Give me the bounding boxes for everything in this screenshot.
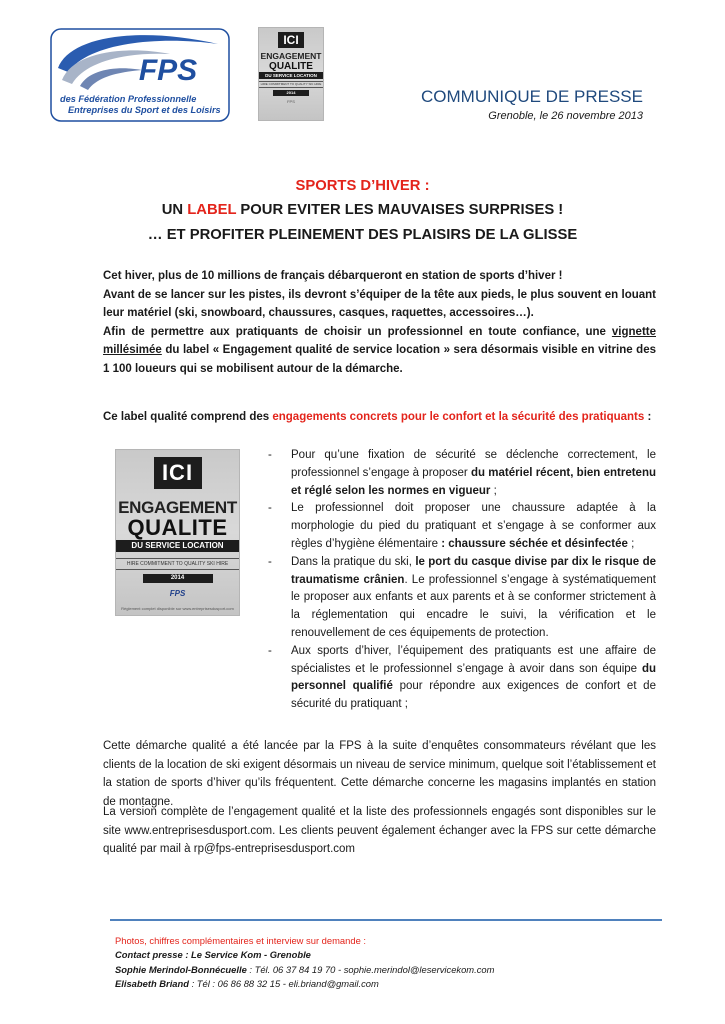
badge-qualite: QUALITE bbox=[269, 61, 313, 72]
bullet-dash: - bbox=[268, 502, 272, 515]
bullet-dash: - bbox=[268, 555, 272, 568]
bullet-text: Le professionnel doit proposer une chaussure adaptée à la morphologie du pied du pratiquant et s’engage à se conformer aux règles d’hygiène élémentaire bbox=[291, 502, 656, 550]
badge-large-footer: Règlement complet disponible sur www.entreprisesdusport.com bbox=[121, 606, 234, 611]
intro-paragraph-3 bbox=[103, 323, 656, 379]
headline-line-2 bbox=[40, 202, 685, 218]
badge-hire: HIRE COMMITMENT TO QUALITY SKI HIRE bbox=[260, 82, 322, 86]
headline-line-3: … ET PROFITER PLEINEMENT DES PLAISIRS DE LA GLISSE bbox=[147, 227, 578, 243]
body-paragraph-2: La version complète de l’engagement qualité et la liste des professionnels engagés sont disponibles sur le site www.entreprisesdusport.com. Les clients peuvent également échanger avec la FPS sur cette démarche qualité par mail à rp@fps-entreprisesdusport.com bbox=[103, 806, 656, 855]
intro-p3-pre: Afin de permettre aux pratiquants de choisir un professionnel en toute confiance, une bbox=[103, 325, 612, 338]
contact-1-info: : Tél. 06 37 84 19 70 - sophie.merindol@leservicekom.com bbox=[246, 963, 495, 975]
contact-2-name: Elisabeth Briand bbox=[115, 977, 189, 989]
headline-line-2-pre: UN bbox=[161, 202, 188, 218]
footer-contact-1 bbox=[115, 963, 494, 977]
quality-badge-large bbox=[115, 449, 240, 616]
fps-logo bbox=[50, 28, 230, 122]
commitments-list bbox=[268, 447, 656, 714]
footer-note: Photos, chiffres complémentaires et interview sur demande : bbox=[115, 935, 366, 946]
fps-logo-mark bbox=[50, 28, 230, 122]
badge-large-ici: ICI bbox=[154, 457, 202, 489]
bullet-bold: du personnel qualifié bbox=[291, 662, 656, 693]
footer-divider bbox=[110, 919, 662, 921]
fps-logo-line2: Entreprises du Sport et des Loisirs bbox=[68, 105, 221, 115]
bullet-text-end: . Le professionnel s’engage à systématiquement le proposer aux enfants et aux parents et à se conformer strictement à la réglementation qui encadre le suivi, la vérification et le renouvellement de ces équipements de protection. bbox=[291, 573, 656, 639]
badge-year: 2014 bbox=[273, 90, 309, 96]
badge-large-engagement: ENGAGEMENT bbox=[118, 498, 237, 517]
list-item bbox=[268, 554, 656, 643]
bullet-text-end: ; bbox=[490, 484, 497, 497]
badge-large-year: 2014 bbox=[143, 574, 213, 583]
intro-block bbox=[103, 267, 656, 378]
footer-contact-press: Contact presse : Le Service Kom - Grenoble bbox=[115, 949, 311, 961]
badge-engagement: ENGAGEMENT bbox=[260, 51, 322, 61]
list-item bbox=[268, 643, 656, 714]
headline-line-1: SPORTS D’HIVER : bbox=[295, 178, 430, 194]
fps-logo-abbrev: FPS bbox=[138, 54, 198, 87]
intro-paragraph-1: Cet hiver, plus de 10 millions de français débarqueront en station de sports d’hiver ! bbox=[103, 270, 563, 282]
headline-line-2-post: POUR EVITER LES MAUVAISES SURPRISES ! bbox=[236, 202, 564, 218]
body-paragraph-1: Cette démarche qualité a été lancée par la FPS à la suite d’enquêtes consommateurs révélant que les clients de la location de ski exigent désormais un niveau de service minimum, quelque soit l’établissement et la station de sports d’hiver qu’ils fréquentent. Cette démarche concerne les magasins implantés en station de montagne. bbox=[103, 740, 656, 808]
bullet-bold: du matériel récent, bien entretenu et réglé selon les normes en vigueur bbox=[291, 466, 656, 497]
fps-logo-line1: des Fédération Professionnelle bbox=[60, 94, 197, 104]
badge-large-service: DU SERVICE LOCATION bbox=[116, 540, 239, 552]
bullet-text-end: ; bbox=[627, 537, 635, 550]
badge-service: DU SERVICE LOCATION bbox=[259, 72, 323, 79]
press-release-date: Grenoble, le 26 novembre 2013 bbox=[488, 110, 643, 122]
intro-p3-underlined: vignette millésimée bbox=[103, 325, 656, 356]
footer-contact-2 bbox=[115, 977, 494, 991]
intro-p3-post: du label « Engagement qualité de service location » sera désormais visible en vitrine des 1 100 loueurs qui se mobilisent autour de la démarche. bbox=[103, 344, 656, 375]
bullet-dash: - bbox=[268, 449, 272, 461]
badge-ici: ICI bbox=[278, 32, 304, 48]
badge-large-fps: FPS bbox=[169, 589, 186, 598]
bullet-text: Aux sports d’hiver, l’équipement des pratiquants est une affaire de spécialistes et le professionnel s’engage à avoir dans son équipe bbox=[291, 644, 656, 675]
list-item bbox=[268, 500, 656, 553]
bullet-text: Pour qu’une fixation de sécurité se déclenche correctement, le professionnel s’engage à proposer bbox=[291, 449, 656, 479]
footer-contacts bbox=[115, 934, 494, 991]
press-release-title: COMMUNIQUE DE PRESSE bbox=[421, 87, 643, 106]
bullet-dash: - bbox=[268, 644, 272, 657]
list-item bbox=[268, 447, 656, 500]
badge-large-hire: HIRE COMMITMENT TO QUALITY SKI HIRE bbox=[116, 558, 239, 570]
badge-fps: FPS bbox=[287, 99, 295, 104]
label-line-red: engagements concrets pour le confort et la sécurité des pratiquants bbox=[272, 411, 645, 423]
quality-badge-small bbox=[258, 27, 324, 121]
bullet-bold: le port du casque divise par dix le risque de traumatisme crânien bbox=[291, 555, 656, 586]
bullet-text: Dans la pratique du ski, bbox=[291, 555, 416, 568]
label-line-post: : bbox=[644, 411, 652, 423]
label-line-pre: Ce label qualité comprend des bbox=[103, 411, 273, 423]
bullet-bold: : chaussure séchée et désinfectée bbox=[441, 537, 628, 550]
badge-large-qualite: QUALITE bbox=[127, 515, 228, 540]
label-intro-line bbox=[103, 411, 651, 423]
headline-label-word: LABEL bbox=[187, 202, 237, 218]
bullet-text-end: pour répondre aux exigences de confort et de sécurité du pratiquant ; bbox=[291, 680, 656, 711]
intro-paragraph-2: Avant de se lancer sur les pistes, ils devront s’équiper de la tête aux pieds, le plus souvent en louant leur matériel (ski, snowboard, chaussures, casques, raquettes, accessoires…). bbox=[103, 288, 656, 319]
contact-1-name: Sophie Merindol-Bonnécuelle bbox=[115, 963, 247, 975]
contact-2-info: : Tél : 06 86 88 32 15 - eli.briand@gmail.com bbox=[188, 977, 379, 989]
